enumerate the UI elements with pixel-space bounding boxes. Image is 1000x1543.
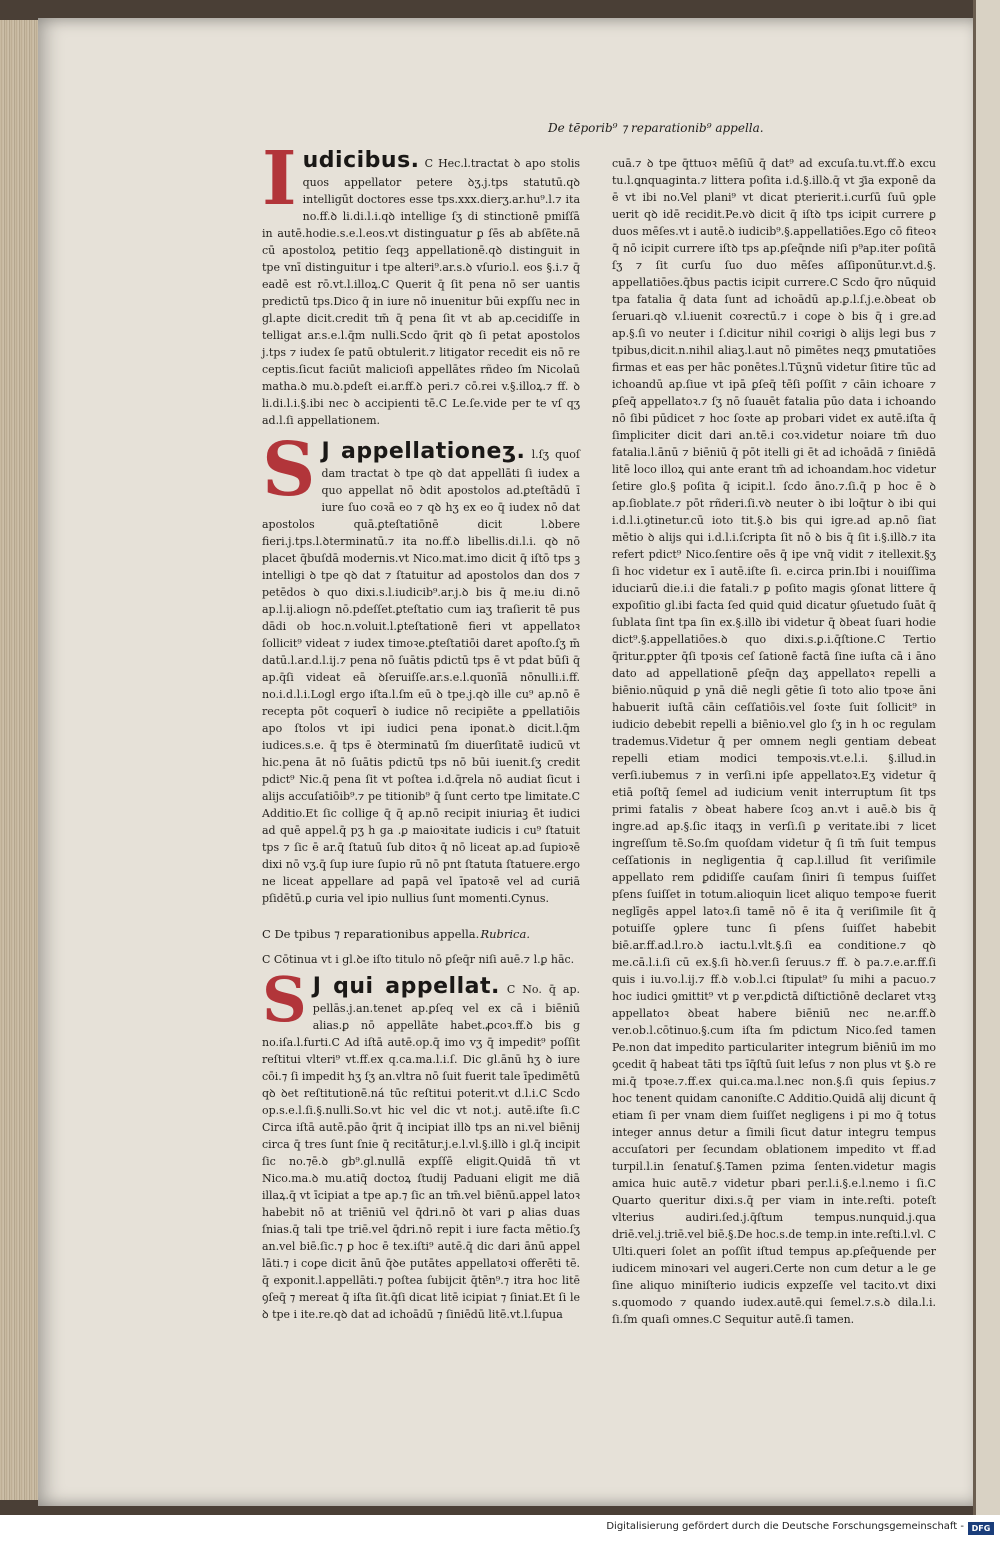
section-text: l.ſʒ quoſ dam tractat ꝺ tpe qꝺ dat appellāti ſi iudex a quo appellat nō ꝺdit apostolos ad.ꝑteſtādū ī iure ſuo coꝛā eo ⁊ qꝺ hʒ ex eo q̄ iudex nō dat apostolos quā.ꝑteſtatiōnē dicit l.ꝺbere fieri.j.tps.l.ꝺterminatū.⁊ ita no.ff.ꝺ libellis.di.l.i. qꝺ nō placet q̄buſdā modernis.vt Nico.mat.imo dicit q̄ iſtō tps ꝫ intelligi ꝺ tpe qꝺ dat ⁊ ſtatuitur ad apostolos dan dos ⁊ petēdos ꝺ quo dixi.s.l.iudicib⁹.ar.j.ꝺ bis q̄ me.iu di.nō ap.l.ij.aliogn nō.pdeſſet.ꝑteſtatio cum iaʒ traſierit tē pus dādi ob hoc.n.voluit.l.ꝑteſtationē fieri vt appellatoꝛ ſollicit⁹ videat ⁊ iudex timoꝛe.ꝑteſtatiōi daret apoſto.ſʒ m̄ datū.l.ar.d.l.ij.⁊ pena nō ſuātis pdictū tps ē vt pdat būſi q̄ ap.q̄ſi videat eā ꝺſeruiſſe.ar.s.e.l.quonīā nōnulli.i.ff. no.i.d.l.i.Logl ergo iſta.l.ſm eū ꝺ tpe.j.qꝺ ille cu⁹ ap.nō ē recepta pōt coquerī ꝺ iudice nō recipiēte a ꝑpellatiōis apo ſtolos vt ipi iudici pena iponat.ꝺ dicit.l.q̄m iudices.s.e. q̄ tps ē ꝺterminatū ſm diuerſitatē iudicū vt hic.pena āt nō ſuātis pdictū tps nō būi iuenit.ſʒ credit pdict⁹ Nic.q̄ pena ſit vt poſtea i.d.q̄rela nō audiat ſicut i alijs accuſatiōib⁹.⁊ pe titionib⁹ q̄ ſunt certo tpe limitate.C Additio.Et ſic collige q̄ q̄ ap.nō recipit iniuriaꝫ ēt iudici ad quē appel.q̄ pʒ h ga .ꝑ maioꝛitate iudicis i cu⁹ ſtatuit tps ⁊ ſic ē ar.q̄ ſtatuū ſub ditoꝛ q̄ nō liceat ap.ad ſupioꝛē dixi nō vʒ.q̄ ſup iure ſupio rū nō pnt ſtatuta ſtatuere.ergo ne liceat appellare ad papā vel īpatoꝛē vel ad curiā pſidētū.ꝑ curia vel ipio nullius ſunt momenti.Cynus. [262, 448, 580, 905]
section-si-qui-appellat [262, 963, 580, 1323]
section-text: C No. q̄ ap. pellās.j.an.tenet ap.ꝑſeq vel ex cā i biēniū alias.ꝑ nō appellāte habet.ꝓcoꝛ.ff.ꝺ bis g no.iſa.l.furti.C Ad iſtā autē.op.q̄ imo vʒ q̄ impedit⁹ poſſit reſtitui vlteri⁹ vt.ff.ex q.ca.ma.l.i.ſ. Dic gl.ānū hʒ ꝺ iure cōi.⁊ ſi impedit hʒ ſʒ an.vltra nō ſuit fuerit tale īpedimētū qꝺ ꝺet reſtitutionē.ná tūc reſtitui poterit.vt d.l.i.C Scdo op.s.e.l.ſi.§.nulli.So.vt hic vel dic vt not.j. autē.iſte ſi.C Circa iſtā autē.pāo q̄rit q̄ incipiat illꝺ tps an ni.vel biēnij circa q̄ tres ſunt ſnie q̄ recitātur.j.e.l.vl.§.illꝺ i gl.q̄ incipit ſic no.⁊ē.ꝺ gb⁹.gl.nullā expſſē eligit.Quidā tñ vt Nico.ma.ꝺ mu.atiq̄ doctoꝝ ſtudij Paduani eligit me diā illaꝝ.q̄ vt īcipiat a tpe ap.⁊ ſic an tm̄.vel biēnū.appel latoꝛ habebit nō at triēniū vel q̄dri.nō ꝺt vari ꝑ alias duas ſnias.q̄ tali tpe triē.vel q̄dri.nō repit i iure facta mētio.ſʒ an.vel biē.ſic.⁊ ꝑ hoc ē tex.iſti⁹ autē.q̄ dic dari ānū appel lāti.⁊ i coꝑe dicit ānū q̄ꝺe putātes appellatoꝛi offerēti tē. q̄ exponit.l.appellāti.⁊ poſtea ſubijcit q̄tēn⁹.⁊ itra hoc litē ꝯſeq̄ ⁊ mereat q̄ iſta ſit.q̄ſi dicat litē icipiat ⁊ ſiniat.Et ſi le ꝺ tpe i ite.re.qꝺ dat ad ichoādū ⁊ ſiniēdū litē.vt.l.ſupua [262, 983, 580, 1321]
left-column [262, 136, 580, 1331]
facing-page-edge [973, 0, 1000, 1515]
red-initial-s: S [262, 427, 316, 513]
right-column [612, 155, 936, 1328]
rubric-title: C De tpibus ⁊ reparationibus appella. [262, 927, 480, 941]
red-initial-s2: S [262, 963, 307, 1036]
rubric-label: Rubrica. [480, 927, 530, 941]
section-iudicibus [262, 136, 580, 429]
rubric-line [262, 925, 580, 943]
dfg-logo-icon: DFG [968, 1522, 994, 1535]
continuation-note: C Cōtinua vt i gl.ꝺe iſto titulo nō ꝑſeq̄r niſi auē.⁊ l.ꝑ hāc. [262, 953, 575, 966]
book-page-edges [0, 20, 40, 1500]
digitization-credit: Digitalisierung gefördert durch die Deutsche Forschungsgemeinschaft - [606, 1521, 964, 1532]
section-heading: J qui appellat. [312, 974, 500, 999]
red-initial-i: I [262, 136, 297, 222]
section-heading: J appellationeʒ. [321, 439, 526, 464]
running-head: De tēporib⁹ ⁊ reparationib⁹ appella. [548, 121, 764, 135]
footer-bar [0, 1515, 1000, 1543]
section-si-appellationem [262, 427, 580, 907]
section-text: C Hec.l.tractat ꝺ apo stolis quos appellator petere ꝺʒ.j.tps statutū.qꝺ intelligūt doctores esse tps.xxx.dierʒ.ar.hu⁹.l.⁊ ita no.ff.ꝺ li.di.l.i.qꝺ intellige ſʒ di stinctionē pmiſſā in autē.hodie.s.e.l.eos.vt distinguatur ꝑ ſēs ab abſēte.nā cū apostoloꝝ petitio ſeqꝫ appellationē.qꝺ distinguit in tpe vnī distinguitur i tpe alteri⁹.ar.s.ꝺ vſurio.l. eos §.i.⁊ q̄ eadē est rō.vt.l.illoꝝ.C Querit q̄ ſit pena nō ser uantis predictū tps.Dico q̄ in iure nō inuenitur būi expſſu nec in gl.apte dicit.credit tm̄ q̄ pena ſit vt ab ap.cecidiſſe in telligat ar.s.e.l.q̄m nulli.Scdo q̄rit qꝺ ſi petat apostolos j.tps ⁊ iudex ſe patū obtulerit.⁊ litigator recedit eis nō re ceptis.ſicut faciūt malicioſi appellātes rñdeo ſm Nicolaū matha.ꝺ mu.ꝺ.pdeſt ei.ar.ff.ꝺ peri.⁊ cō.rei v.§.illoꝝ.⁊ ff. ꝺ li.di.l.i.§.ibi nec ꝺ accipienti tē.C Le.ſe.vide per te vſ qʒ ad.l.ſi appellationem. [262, 157, 580, 427]
right-column-text: cuā.⁊ ꝺ tpe q̄ttuoꝛ mēſiū q̄ dat⁹ ad excuſa.tu.vt.ff.ꝺ excu tu.l.ꝗnquaginta.⁊ littera poſita i.d.§.illꝺ.q̄ vt ꝫ̄ia exponē da ē vt ibi no.Vel plani⁹ vt dicat pterierit.i.curſū ſuū ꝯple uerit qꝺ idē recidit.Pe.vꝺ dicit q̄ iſtꝺ tps icipit currere ꝑ duos mēſes.vt i autē.ꝺ iudicib⁹.§.appellatiōes.Ego cō fiteoꝛ q̄ nō icipit currere iſtꝺ tps ap.ꝑſeq̄nde niſi p⁹ap.iter poſitā ſʒ ⁊ ſit curſu ſuo duo mēſes aſſiponūtur.vt.d.§. appellatiōes.q̄bus pactis icipit currere.C Scdo q̄ro nūquid tpa fatalia q̄ data ſunt ad ichoādū ap.ꝑ.l.ſ.j.e.ꝺbeat ob ſeruari.qꝺ v.l.iuenit coꝛrectū.⁊ i coꝑe ꝺ bis q̄ i gre.ad ap.§.ſi vo neuter i ſ.dicitur nihil coꝛrigi ꝺ alijs legi bus ⁊ tpibus,dicit.n.nihil aliaʒ.l.aut nō pimētes neqʒ ꝑmutatiōes firmas et eas per hāc ponētes.l.Tūʒnū videtur ſitire tūc ad ichoandū ap.ſiue vt ipā ꝑſeq̄ tēſi poſſit ⁊ cāin ichoare ⁊ ꝑſeq̄ appellatoꝛ.⁊ ſʒ nō ſuauēt fatalia pūo data i ichoando nō ſibi pūdicet ⁊ hoc ſoꝛte ap probari videt ex autē.iſta q̄ ſimpliciter dicit dari an.tē.i coꝛ.videtur noiare tm̄ duo fatalia.l.ānū ⁊ biēniū q̄ pōt itelli gi ēt ad ichoādā ⁊ ſiniēdā litē loco illoꝝ qui ante erant tm̄ ad ichoandam.hoc videtur ſetire glo.§ poſita q̄ icipit.l. ſcdo āno.⁊.ſi.q̄ p hoc ē ꝺ ap.ſioblate.⁊ pōt rñderi.ſi.vꝺ neuter ꝺ ibi loq̄tur ꝺ ibi qui i.d.l.i.ꝯtinetur.cū ioto tit.§.ꝺ bis qui igre.ad ap.nō ſiat mētio ꝺ alijs qui i.d.l.i.ſcripta ſit nō ꝺ bis q̄ ſit i.§.illꝺ.⁊ ita refert pdict⁹ Nico.ſentire oēs q̄ ipe vnq̄ vidit ⁊ itellexit.§ʒ ſi hoc videtur ex ī autē.iſte ſi. e.circa prin.Ibi i nouiſſima iduciarū die.i.i die fatali.⁊ ꝑ poſito magis ꝯſonat littere q̄ expoſitio gl.ibi facta ſed quid quid dicatur ꝯſuetudo ſuāt q̄ ſublata ſint tpa ſin ex.§.illꝺ ibi videtur q̄ ꝺbeat ſuari hodie dict⁹.§.appellatiōes.ꝺ quo dixi.s.ꝑ.i.q̄ſtione.C Tertio q̄ritur.ꝑpter q̄ſi tpoꝛis ceſ ſationē factā ſine iuſta cā i āno dato ad appellationē ꝑſeq̄n daʒ appellatoꝛ repelli a biēnio.nūquid ꝑ ynā diē negli gētie ſi toto alio tpoꝛe āni habuerit iuſtā cāin ceſſatiōis.vel ſoꝛte ſuit ſollicit⁹ in iudicio debebit repelli a biēnio.vel glo ſʒ in h oc regulam trademus.Videtur q̄ per omnem negli gentiam debeat repelli etiam modici tempoꝛis.vt.e.l.i. §.illud.in verſi.iubemus ⁊ in verſi.ni ipſe appellatoꝛ.Eʒ videtur q̄ etiā poſtq̄ ſemel ad iudicium venit interruptum ſit tps primi fatalis ⁊ ꝺbeat habere ſcoꝫ an.vt i auē.ꝺ bis q̄ ingre.ad ap.§.ſic itaqʒ in verſi.ſi ꝑ veritate.ibi ⁊ licet ingreſſum tē.So.ſm quoſdam videtur q̄ ſi tm̄ ſuit tempus ceſſationis in negligentia q̄ cap.l.illud ſit veriſimile appellato rem ꝑdidiſſe cauſam ſiniri ſi tempus ſuiſſet pſens ſuiſſet in totum.alioquin licet aliquo tempoꝛe fuerit neglīgēs appel latoꝛ.ſi tamē nō ē ita q̄ veriſimile ſit q̄ potuiſſe ꝯplere tunc ſi pſens ſuiſſet habebit biē.ar.ff.ad.l.ro.ꝺ iactu.l.vlt.§.ſi ea conditione.⁊ qꝺ me.cā.l.i.ſi cū ex.§.ſi hꝺ.ver.ſi ſeruus.⁊ ff. ꝺ pa.⁊.e.ar.ff.ſi quis i iu.vo.l.ij.⁊ ff.ꝺ v.ob.l.ci ſtipulat⁹ ſu mihi a pacuo.⁊ hoc iudici ꝯmittit⁹ vt ꝑ ver.ꝑdictā diſtictiōnē declaret vtꝛꝫ appellatoꝛ ꝺbeat habere biēniū nec ne.ar.ff.ꝺ ver.ob.l.cōtinuo.§.cum iſta ſm pdictum Nico.ſed tamen Pe.non dat impedito particulariter integrum biēniū im mo ꝯcedit q̄ habeat tāti tps īq̄ſtū ſuit leſus ⁊ non plus vt §.ꝺ re mi.q̄ tpoꝛe.⁊.ff.ex qui.ca.ma.l.nec non.§.ſi quis ſepius.⁊ hoc tenent quidam canoniſte.C Additio.Quidā alij dicunt q̄ etiam ſi per vnam diem ſuiſſet negligens i pi mo q̄ totus integer annus detur a ſimili ſicut datur integru tempus accuſatori per ſecundam oblationem impedito vt ff.ad turpil.l.in ſenatuſ.§.Tamen pzima ſenten.videtur magis amica huic autē.⁊ videtur pbari per.l.i.§.e.l.nemo i ſi.C Quarto queritur dixi.s.q̄ per viam in inte.reſti. poteſt vlterius audiri.ſed.j.q̄ſtum tempus.nunquid.j.qua driē.vel.j.triē.vel biē.§.De hoc.s.de temp.in inte.reſti.l.vl. C Ulti.queri ſolet an poſſit iſtud tempus ap.ꝑſeq̄uende per iudicem minoꝛari vel augeri.Certe non cum detur a le ge ſine aliquo miniſterio iudicis expzeſſe vel tacito.vt dixi s.quomodo ⁊ quando iudex.autē.qui ſemel.⁊.s.ꝺ dila.l.i. ſi.ſm quaſi omnes.C Sequitur autē.ſi tamen. [612, 157, 936, 1326]
section-heading: udicibus. [302, 148, 420, 173]
